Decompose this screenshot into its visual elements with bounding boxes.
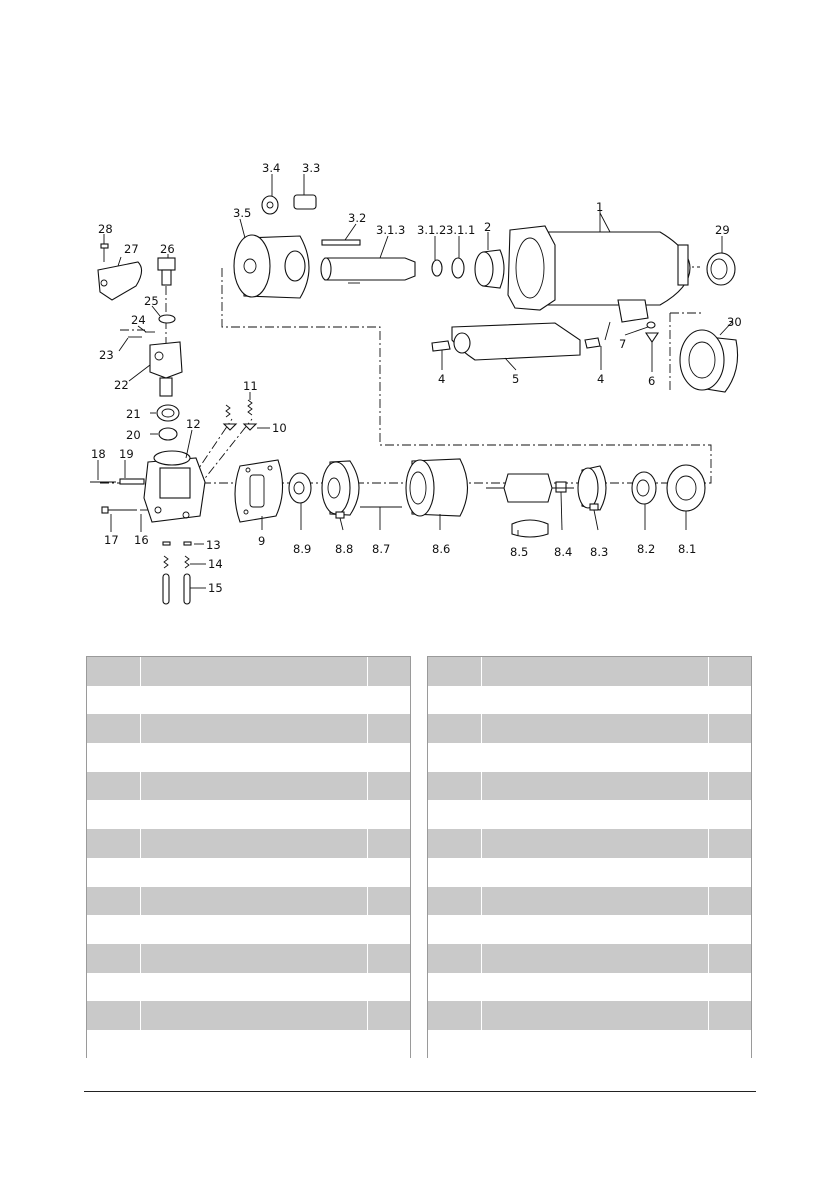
label-15: 15 [208, 581, 223, 595]
label-22: 22 [114, 378, 129, 392]
hammer-part-3-4 [262, 196, 278, 214]
label-16: 16 [134, 533, 149, 547]
label-3-1-1: 3.1.1 [446, 223, 476, 237]
label-29: 29 [715, 223, 730, 237]
table-row [87, 1001, 410, 1030]
table-cell-qty [709, 1001, 751, 1030]
seal-ring-part-29 [707, 253, 735, 285]
label-24: 24 [131, 313, 146, 327]
label-7: 7 [619, 337, 627, 351]
rod-part-19 [120, 479, 144, 484]
label-9: 9 [258, 534, 266, 548]
label-10: 10 [272, 421, 287, 435]
valve-seat-part-13 [163, 542, 191, 545]
lever-part-27 [98, 262, 142, 300]
table-row [428, 973, 751, 1002]
table-cell-no [428, 772, 482, 801]
label-28: 28 [98, 222, 113, 236]
spindle-part-3-1-3 [321, 258, 415, 283]
o-ring-part-21 [157, 405, 179, 421]
label-3-1-3: 3.1.3 [376, 223, 406, 237]
table-row [428, 915, 751, 944]
label-11: 11 [243, 379, 258, 393]
label-25: 25 [144, 294, 159, 308]
label-19: 19 [119, 447, 134, 461]
label-2: 2 [484, 220, 492, 234]
table-row [428, 743, 751, 772]
table-cell-qty [368, 829, 410, 858]
table-cell-no [87, 887, 141, 916]
table-row [428, 686, 751, 715]
bearing-part-8-1 [667, 465, 705, 511]
valve-part-10 [224, 424, 256, 430]
valve-stem-part-15 [163, 574, 190, 604]
table-row [87, 858, 410, 887]
table-cell-no [428, 944, 482, 973]
label-6: 6 [648, 374, 656, 388]
label-20: 20 [126, 428, 141, 442]
end-plate-part-8-3 [578, 466, 606, 510]
table-row [87, 657, 410, 686]
label-8-4: 8.4 [554, 545, 573, 559]
table-cell-qty [368, 772, 410, 801]
key-part-8-4 [556, 482, 566, 492]
pin-part-4-right [585, 322, 610, 348]
label-3-2: 3.2 [348, 211, 367, 225]
table-cell-qty [709, 887, 751, 916]
parts-table-left [86, 656, 411, 1058]
label-12: 12 [186, 417, 201, 431]
cylinder-part-8-6 [406, 459, 468, 516]
table-cell-no [87, 944, 141, 973]
exhaust-cap-part-30 [680, 330, 738, 392]
table-cell-no [87, 772, 141, 801]
washer-part-7 [647, 322, 655, 328]
table-cell-description [482, 1001, 709, 1030]
table-cell-qty [368, 714, 410, 743]
table-row [87, 973, 410, 1002]
table-row [87, 915, 410, 944]
pin-part-4-left [432, 341, 450, 351]
label-3-5: 3.5 [233, 206, 252, 220]
table-row [428, 944, 751, 973]
table-cell-description [141, 1001, 368, 1030]
inlet-swivel-part-22 [150, 342, 182, 396]
table-cell-no [428, 714, 482, 743]
table-cell-qty [368, 1001, 410, 1030]
label-3-3: 3.3 [302, 161, 321, 175]
bearing-part-8-2 [632, 472, 656, 504]
table-cell-qty [709, 657, 751, 686]
footer-rule [84, 1091, 756, 1092]
label-5: 5 [512, 372, 520, 386]
seal-part-20 [159, 428, 177, 440]
label-4-right: 4 [597, 372, 605, 386]
label-4-left: 4 [438, 372, 446, 386]
spring-part-11 [226, 400, 252, 417]
table-row [428, 858, 751, 887]
table-row [87, 1030, 410, 1059]
label-8-5: 8.5 [510, 545, 529, 559]
ring-part-3-1-1 [452, 258, 464, 278]
clutch-body-part-3-5 [234, 235, 309, 298]
table-cell-no [428, 1001, 482, 1030]
table-cell-description [482, 887, 709, 916]
part-number-labels [91, 161, 742, 595]
table-row [428, 800, 751, 829]
table-cell-qty [368, 944, 410, 973]
screw-part-17 [102, 507, 137, 513]
label-18: 18 [91, 447, 106, 461]
table-cell-description [141, 829, 368, 858]
table-row [428, 657, 751, 686]
table-cell-qty [709, 829, 751, 858]
label-8-7: 8.7 [372, 542, 391, 556]
table-cell-no [87, 714, 141, 743]
table-cell-description [482, 829, 709, 858]
front-plate-part-8-8 [322, 461, 359, 518]
label-30: 30 [727, 315, 742, 329]
parts-table-right [427, 656, 752, 1058]
label-8-1: 8.1 [678, 542, 697, 556]
table-cell-qty [709, 944, 751, 973]
table-cell-description [141, 887, 368, 916]
label-26: 26 [160, 242, 175, 256]
table-row [428, 1030, 751, 1059]
table-cell-description [482, 944, 709, 973]
table-row [428, 714, 751, 743]
bearing-cover-part-2 [475, 250, 504, 288]
table-cell-description [141, 944, 368, 973]
label-3-4: 3.4 [262, 161, 281, 175]
table-cell-no [428, 657, 482, 686]
table-row [428, 1001, 751, 1030]
label-21: 21 [126, 407, 141, 421]
bearing-part-8-9 [289, 473, 311, 503]
label-3-1-2: 3.1.2 [417, 223, 447, 237]
housing-part-1 [508, 210, 690, 322]
table-cell-no [87, 829, 141, 858]
gasket-part-9 [235, 460, 283, 522]
table-row [87, 944, 410, 973]
back-cap-part-12 [144, 451, 205, 522]
label-8-9: 8.9 [293, 542, 312, 556]
table-row [87, 887, 410, 916]
label-17: 17 [104, 533, 119, 547]
table-cell-description [141, 657, 368, 686]
screw-part-6 [646, 333, 658, 360]
label-8-6: 8.6 [432, 542, 451, 556]
table-cell-qty [709, 714, 751, 743]
table-cell-qty [709, 772, 751, 801]
ring-part-3-1-2 [432, 260, 442, 276]
label-1: 1 [596, 200, 604, 214]
table-row [87, 772, 410, 801]
table-cell-description [141, 772, 368, 801]
table-row [87, 743, 410, 772]
table-cell-no [87, 657, 141, 686]
table-row [87, 829, 410, 858]
o-ring-part-25 [159, 315, 175, 323]
table-cell-no [428, 829, 482, 858]
pin-part-3-2 [322, 240, 360, 245]
table-row [428, 887, 751, 916]
label-13: 13 [206, 538, 221, 552]
table-cell-description [141, 714, 368, 743]
label-8-2: 8.2 [637, 542, 656, 556]
table-row [87, 800, 410, 829]
screw-part-28 [101, 244, 108, 262]
table-row [87, 714, 410, 743]
spring-part-14 [164, 556, 189, 568]
label-27: 27 [124, 242, 139, 256]
table-cell-qty [368, 657, 410, 686]
label-8-8: 8.8 [335, 542, 354, 556]
table-cell-description [482, 657, 709, 686]
hammer-pin-part-3-3 [294, 195, 316, 209]
table-cell-no [87, 1001, 141, 1030]
table-cell-description [482, 772, 709, 801]
handle-grip-part-5 [452, 323, 580, 360]
knob-part-26 [158, 258, 175, 285]
label-14: 14 [208, 557, 223, 571]
table-row [428, 829, 751, 858]
label-23: 23 [99, 348, 114, 362]
table-cell-description [482, 714, 709, 743]
table-row [87, 686, 410, 715]
table-cell-no [428, 887, 482, 916]
label-8-3: 8.3 [590, 545, 609, 559]
table-row [428, 772, 751, 801]
table-cell-qty [368, 887, 410, 916]
